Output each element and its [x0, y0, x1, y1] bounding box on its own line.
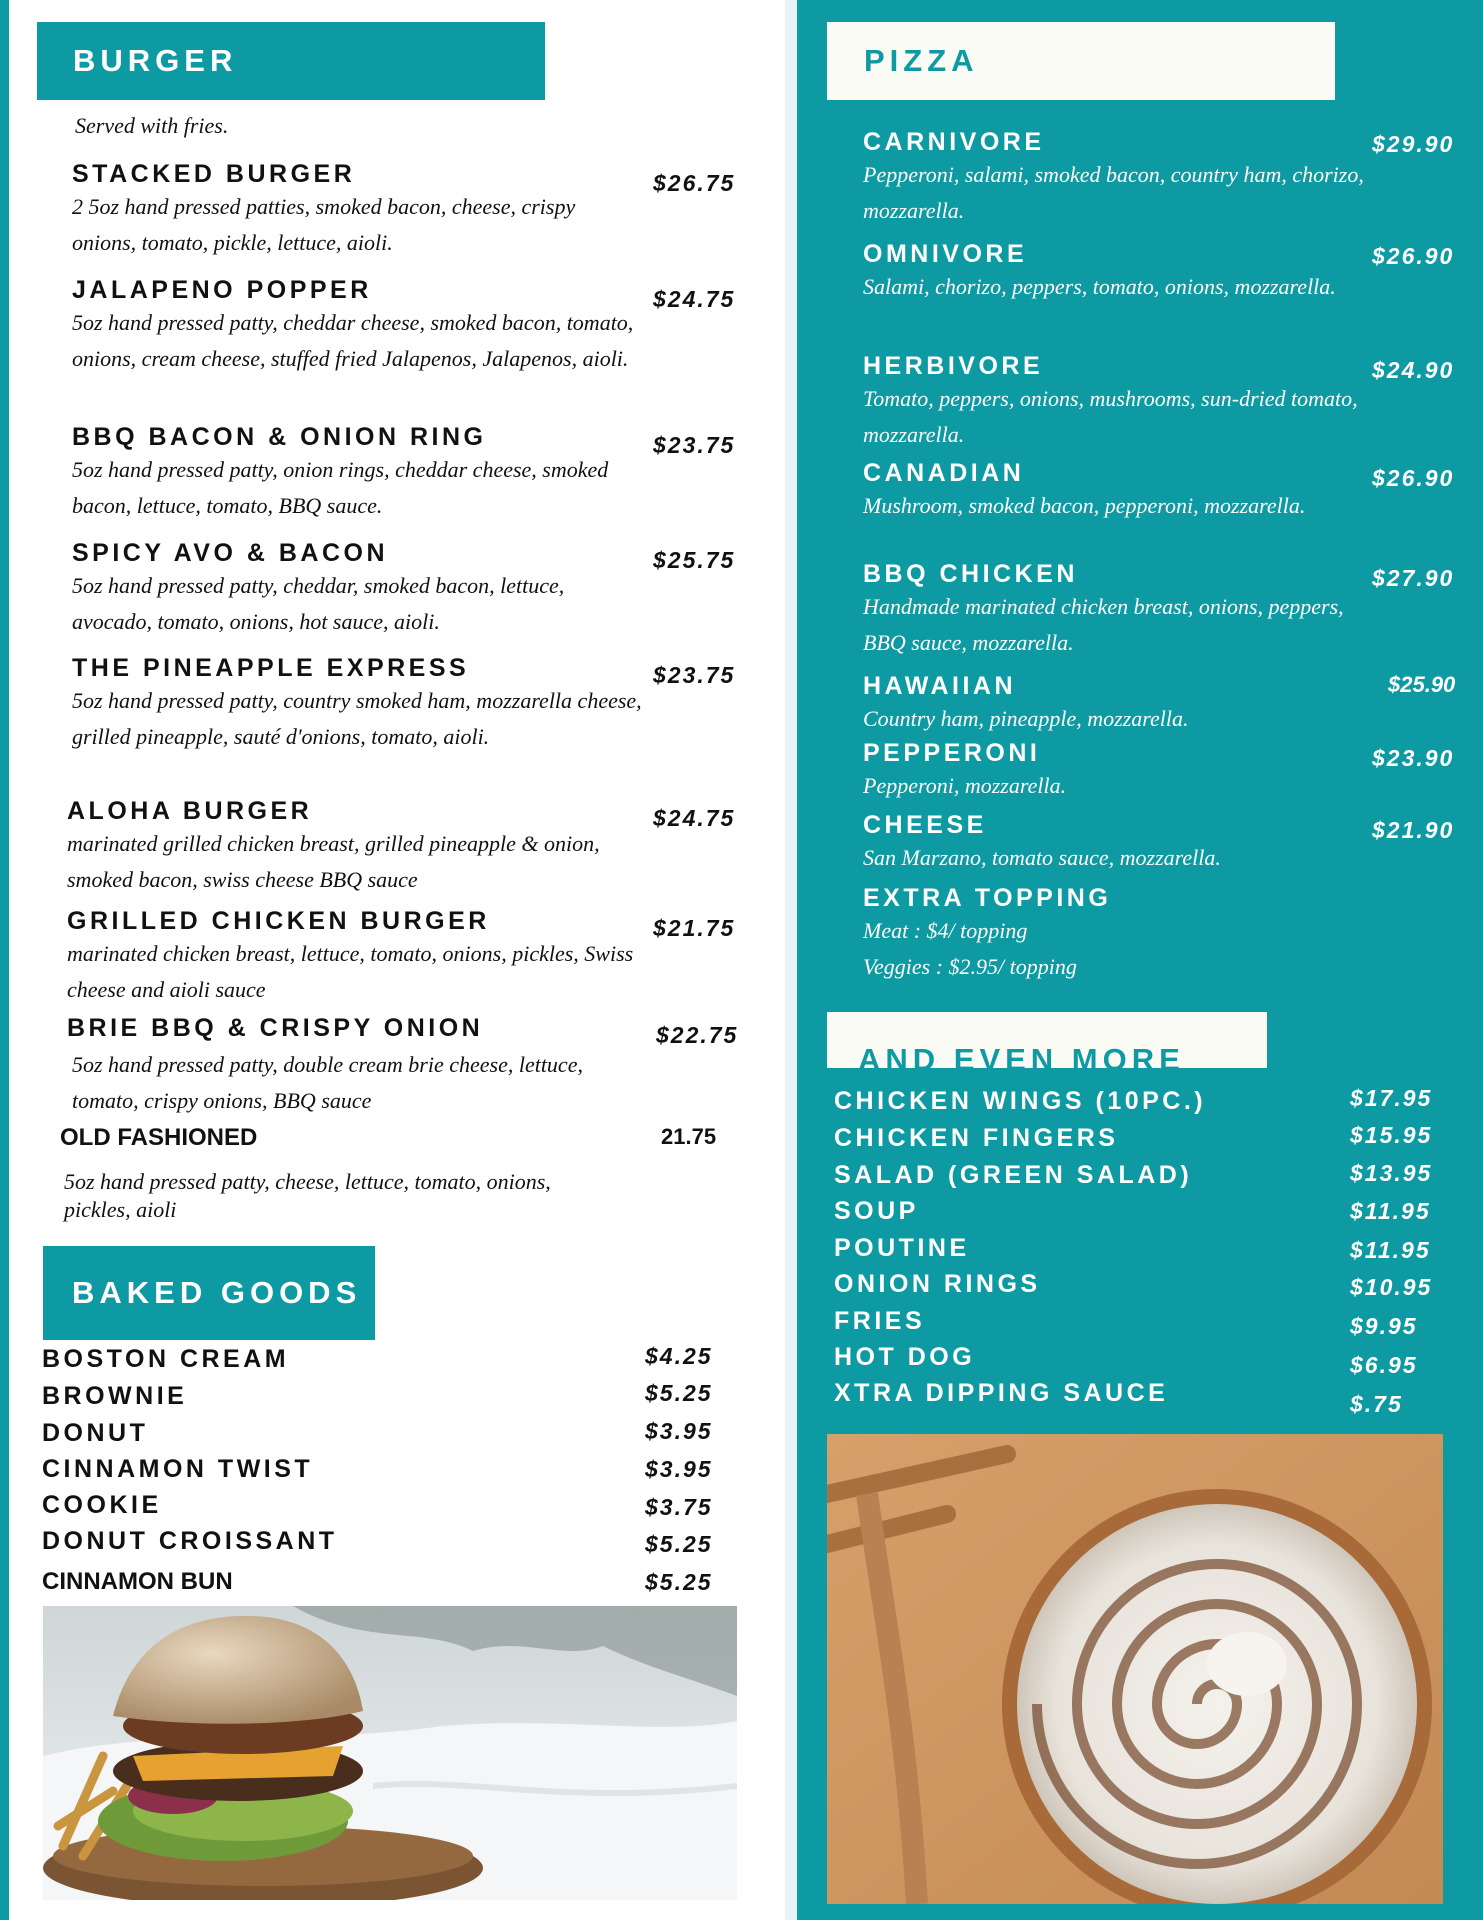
pizza-item-price: $26.90: [1372, 465, 1455, 491]
pizza-item-price: $29.90: [1372, 131, 1455, 157]
burger-item-description: 5oz hand pressed patty, country smoked ham, mozzarella cheese, grilled pineapple, sauté d'onions, tomato, aioli.: [72, 688, 642, 749]
column-divider: [785, 0, 797, 1920]
burger-item-name: THE PINEAPPLE EXPRESS: [72, 654, 470, 682]
extra-topping-veggies: Veggies : $2.95/ topping: [863, 954, 1077, 979]
burger-item-description: marinated grilled chicken breast, grilled pineapple & onion, smoked bacon, swiss cheese BBQ sauce: [67, 831, 600, 892]
pizza-item-description: Mushroom, smoked bacon, pepperoni, mozzarella.: [863, 493, 1306, 518]
burger-section-title: BURGER: [73, 43, 238, 78]
burger-item-name: OLD FASHIONED: [60, 1124, 258, 1151]
more-item-price: $10.95: [1350, 1274, 1433, 1300]
baked-item-name: COOKIE: [42, 1491, 162, 1519]
baked-item-price: $5.25: [645, 1380, 713, 1406]
burger-item: [72, 275, 642, 377]
baked-item-name: BOSTON CREAM: [42, 1345, 290, 1373]
burger-item-price: $21.75: [653, 915, 736, 941]
burger-item-name: ALOHA BURGER: [67, 797, 313, 825]
extra-topping-meat: Meat : $4/ topping: [863, 918, 1028, 943]
pizza-item-price: $23.90: [1372, 745, 1455, 771]
burger-item-price: $22.75: [656, 1022, 739, 1048]
burger-item-description: 2 5oz hand pressed patties, smoked bacon, cheese, crispy onions, tomato, pickle, lettuce, aioli.: [72, 194, 576, 255]
burger-item: [67, 1013, 642, 1119]
more-item-price: $9.95: [1350, 1313, 1418, 1339]
burger-item-description: 5oz hand pressed patty, double cream brie cheese, lettuce, tomato, crispy onions, BBQ sauce: [72, 1052, 583, 1113]
burger-served-note: Served with fries.: [75, 113, 229, 138]
more-item-price: $6.95: [1350, 1352, 1418, 1378]
more-section-banner: [827, 1012, 1267, 1077]
more-item-name: CHICKEN FINGERS: [834, 1124, 1119, 1152]
pizza-item-name: CHEESE: [863, 811, 987, 839]
burger-item-price: 21.75: [661, 1124, 717, 1149]
pizza-item: [863, 738, 1363, 804]
burger-item-description: 5oz hand pressed patty, cheese, lettuce, tomato, onions, pickles, aioli: [64, 1169, 551, 1222]
baked-goods-title: BAKED GOODS: [72, 1275, 362, 1310]
burger-item-name: JALAPENO POPPER: [72, 276, 372, 304]
more-item-name: FRIES: [834, 1307, 926, 1335]
burger-item: [67, 906, 642, 1008]
extra-topping: [863, 883, 1363, 985]
pizza-item-name: PEPPERONI: [863, 739, 1041, 767]
burger-section-banner: [37, 22, 545, 100]
baked-item-name: CINNAMON TWIST: [42, 1455, 314, 1483]
more-item-price: $15.95: [1350, 1122, 1433, 1148]
pizza-item-description: Handmade marinated chicken breast, onions, peppers, BBQ sauce, mozzarella.: [863, 594, 1344, 655]
baked-item-price: $5.25: [645, 1531, 713, 1557]
burger-item-description: 5oz hand pressed patty, cheddar cheese, smoked bacon, tomato, onions, cream cheese, stuffed fried Jalapenos, Jalapenos, aioli.: [72, 310, 634, 371]
burger-item-price: $24.75: [653, 286, 736, 312]
pizza-item-name: CANADIAN: [863, 459, 1025, 487]
cinnamon-bun-photo: [827, 1434, 1443, 1904]
more-item-name: CHICKEN WINGS (10PC.): [834, 1087, 1207, 1115]
baked-item-name: DONUT: [42, 1419, 149, 1447]
burger-item-price: $25.75: [653, 547, 736, 573]
pizza-item-name: CARNIVORE: [863, 128, 1045, 156]
burger-item-price: $23.75: [653, 432, 736, 458]
more-item-name: HOT DOG: [834, 1343, 976, 1371]
more-item-name: SALAD (GREEN SALAD): [834, 1161, 1193, 1189]
pizza-item-price: $26.90: [1372, 243, 1455, 269]
baked-item-name: BROWNIE: [42, 1382, 188, 1410]
burger-item-description: 5oz hand pressed patty, cheddar, smoked bacon, lettuce, avocado, tomato, onions, hot sauce, aioli.: [72, 573, 565, 634]
pizza-item-price: $27.90: [1372, 565, 1455, 591]
burger-item-price: $23.75: [653, 662, 736, 688]
burger-item-name: GRILLED CHICKEN BURGER: [67, 907, 490, 935]
more-item-name: POUTINE: [834, 1234, 970, 1262]
more-item-price: $11.95: [1350, 1198, 1431, 1224]
pizza-item-description: San Marzano, tomato sauce, mozzarella.: [863, 845, 1221, 870]
baked-item-price: $5.25: [645, 1569, 713, 1595]
pizza-item-description: Pepperoni, mozzarella.: [863, 773, 1067, 798]
pizza-item-description: Country ham, pineapple, mozzarella.: [863, 706, 1189, 731]
burger-item-description: 5oz hand pressed patty, onion rings, cheddar cheese, smoked bacon, lettuce, tomato, BBQ sauce.: [72, 457, 609, 518]
pizza-item: [863, 127, 1383, 229]
pizza-item-name: HERBIVORE: [863, 352, 1044, 380]
burger-item: [72, 159, 642, 261]
pizza-item: [863, 239, 1363, 305]
more-item-name: ONION RINGS: [834, 1270, 1041, 1298]
pizza-item-price: $25.90: [1388, 672, 1456, 697]
more-item-name: SOUP: [834, 1197, 919, 1225]
pizza-item: [863, 351, 1388, 453]
pizza-item-name: HAWAIIAN: [863, 672, 1016, 700]
more-item-price: $.75: [1350, 1391, 1403, 1417]
extra-topping-name: EXTRA TOPPING: [863, 884, 1112, 912]
burger-item: [67, 796, 642, 898]
baked-item-price: $3.95: [645, 1456, 713, 1482]
more-item-price: $13.95: [1350, 1160, 1433, 1186]
burger-item: [72, 422, 652, 524]
pizza-section-banner: [827, 22, 1335, 100]
baked-item-name: DONUT CROISSANT: [42, 1527, 338, 1555]
left-edge-bar: [0, 0, 9, 1920]
burger-item-name: BBQ BACON & ONION RING: [72, 423, 487, 451]
baked-item-price: $3.75: [645, 1494, 713, 1520]
pizza-item-name: OMNIVORE: [863, 240, 1028, 268]
baked-goods-banner: [43, 1246, 375, 1340]
pizza-item: [863, 671, 1363, 737]
burger-item: [72, 538, 642, 640]
baked-item-price: $3.95: [645, 1418, 713, 1444]
pizza-item-description: Salami, chorizo, peppers, tomato, onions, mozzarella.: [863, 274, 1336, 299]
burger-photo: [43, 1606, 737, 1900]
pizza-item-description: Tomato, peppers, onions, mushrooms, sun-dried tomato, mozzarella.: [863, 386, 1358, 447]
pizza-item-name: BBQ CHICKEN: [863, 560, 1078, 588]
more-item-price: $17.95: [1350, 1085, 1433, 1111]
pizza-item: [863, 810, 1363, 876]
burger-item-price: $26.75: [653, 170, 736, 196]
burger-photo-illustration: [43, 1606, 737, 1900]
pizza-item-description: Pepperoni, salami, smoked bacon, country ham, chorizo, mozzarella.: [863, 162, 1364, 223]
more-item-price: $11.95: [1350, 1237, 1431, 1263]
more-section-title: AND EVEN MORE: [858, 1042, 1185, 1077]
burger-item-name: BRIE BBQ & CRISPY ONION: [67, 1014, 484, 1042]
pizza-section-title: PIZZA: [864, 43, 979, 78]
burger-item-price: $24.75: [653, 805, 736, 831]
burger-item-name: STACKED BURGER: [72, 160, 356, 188]
baked-item-price: $4.25: [645, 1343, 713, 1369]
more-item-name: XTRA DIPPING SAUCE: [834, 1379, 1169, 1407]
burger-item-name: SPICY AVO & BACON: [72, 539, 389, 567]
pizza-item: [863, 559, 1363, 661]
pizza-item-price: $21.90: [1372, 817, 1455, 843]
cinnamon-bun-illustration: [827, 1434, 1443, 1904]
pizza-item-price: $24.90: [1372, 357, 1455, 383]
baked-item-name: CINNAMON BUN: [42, 1568, 233, 1595]
burger-item: [72, 653, 642, 755]
pizza-item: [863, 458, 1363, 524]
burger-item-description: marinated chicken breast, lettuce, tomato, onions, pickles, Swiss cheese and aioli sauce: [67, 941, 634, 1002]
